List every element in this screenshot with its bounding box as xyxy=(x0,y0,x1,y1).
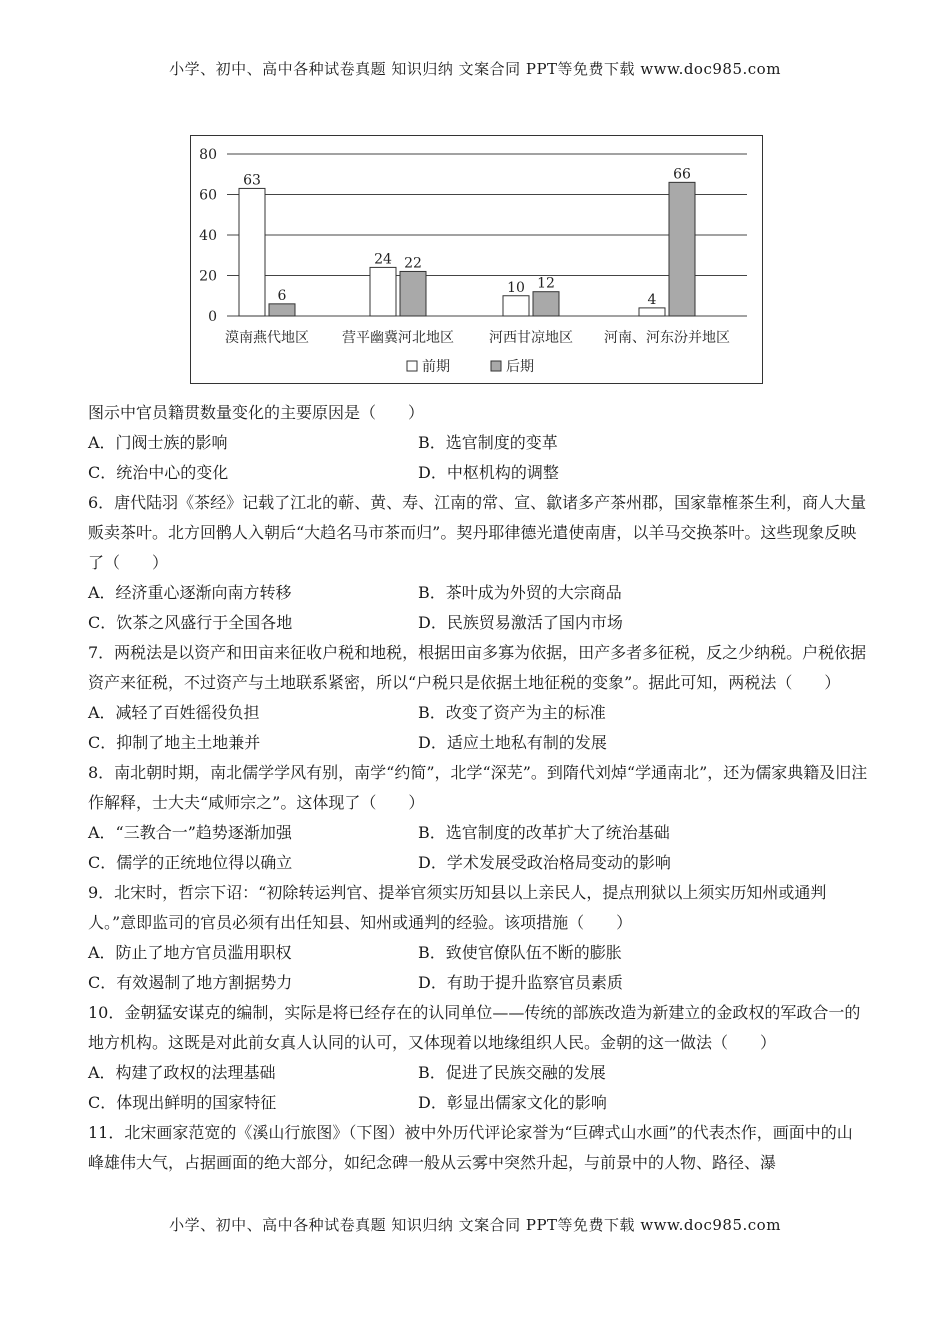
answer-option: D．适应土地私有制的发展 xyxy=(418,733,607,752)
answer-option: C．体现出鲜明的国家特征 xyxy=(88,1093,277,1112)
answer-option: A．减轻了百姓徭役负担 xyxy=(88,703,260,722)
question-stem: 6．唐代陆羽《茶经》记载了江北的蕲、黄、寿、江南的常、宣、歙诸多产茶州郡，国家靠榷茶生利，商人大量贩卖茶叶。北方回鹘人入朝后“大趋名马市茶而归”。契丹耶律德光遣使南唐，以羊马交换茶叶。这些现象反映了（ ） xyxy=(88,493,867,572)
question-stem: 11．北宋画家范宽的《溪山行旅图》（下图）被中外历代评论家誉为“巨碑式山水画”的代表杰作，画面中的山峰雄伟大气，占据画面的绝大部分，如纪念碑一般从云雾中突然升起，与前景中的人物、路径、瀑 xyxy=(88,1123,853,1172)
option-row xyxy=(88,728,868,758)
page-footer: 小学、初中、高中各种试卷真题 知识归纳 文案合同 PPT等免费下载 www.doc985.com xyxy=(169,1216,781,1234)
data-label: 10 xyxy=(507,279,525,296)
data-label: 6 xyxy=(277,287,287,304)
answer-option: C．饮茶之风盛行于全国各地 xyxy=(88,613,293,632)
answer-option: D．中枢机构的调整 xyxy=(418,463,559,482)
y-tick-label: 20 xyxy=(199,268,217,285)
data-label: 24 xyxy=(374,251,392,268)
question-block xyxy=(88,488,868,638)
question-block xyxy=(88,398,868,488)
bar xyxy=(533,292,559,316)
x-category-label: 漠南燕代地区 xyxy=(225,330,309,346)
data-label: 22 xyxy=(404,255,422,272)
legend-label: 前期 xyxy=(422,359,450,375)
answer-option: C．统治中心的变化 xyxy=(88,463,229,482)
option-row xyxy=(88,818,868,848)
answer-option: A．门阀士族的影响 xyxy=(88,433,228,452)
answer-option: C．儒学的正统地位得以确立 xyxy=(88,853,293,872)
y-tick-label: 0 xyxy=(208,309,217,325)
answer-option: B．茶叶成为外贸的大宗商品 xyxy=(418,583,622,602)
question-stem: 10．金朝猛安谋克的编制，实际是将已经存在的认同单位——传统的部族改造为新建立的金政权的军政合一的地方机构。这既是对此前女真人认同的认可，又体现着以地缘组织人民。金朝的这一做法（ ） xyxy=(88,1003,861,1052)
bar xyxy=(400,271,426,316)
answer-option: A．“三教合一”趋势逐渐加强 xyxy=(88,823,292,842)
answer-option: D．民族贸易激活了国内市场 xyxy=(418,613,623,632)
option-row xyxy=(88,848,868,878)
x-category-label: 河西甘凉地区 xyxy=(489,330,573,346)
answer-option: B．选官制度的变革 xyxy=(418,433,558,452)
bar-chart-svg xyxy=(191,136,762,383)
option-row xyxy=(88,1058,868,1088)
bar-chart xyxy=(190,135,763,384)
question-stem: 8．南北朝时期，南北儒学学风有别，南学“约简”，北学“深芜”。到隋代刘焯“学通南北”，还为儒家典籍及旧注作解释，士大夫“咸师宗之”。这体现了（ ） xyxy=(88,763,868,812)
data-label: 4 xyxy=(647,291,657,308)
legend-swatch xyxy=(407,361,417,371)
option-row xyxy=(88,428,868,458)
answer-option: D．有助于提升监察官员素质 xyxy=(418,973,623,992)
y-tick-label: 40 xyxy=(199,228,217,244)
bar xyxy=(370,267,396,316)
question-block xyxy=(88,878,868,998)
question-stem: 9．北宋时，哲宗下诏：“初除转运判官、提举官须实历知县以上亲民人，提点刑狱以上须实历知州或通判人。”意即监司的官员必须有出任知县、知州或通判的经验。该项措施（ ） xyxy=(88,883,827,932)
answer-option: A．经济重心逐渐向南方转移 xyxy=(88,583,292,602)
legend-label: 后期 xyxy=(506,359,534,375)
question-stem: 7．两税法是以资产和田亩来征收户税和地税，根据田亩多寡为依据，田产多者多征税，反之少纳税。户税依据资产来征税，不过资产与土地联系紧密，所以“户税只是依据土地征税的变象”。据此可知，两税法（ ） xyxy=(88,643,867,692)
answer-option: C．有效遏制了地方割据势力 xyxy=(88,973,293,992)
bar xyxy=(503,296,529,316)
data-label: 12 xyxy=(537,275,555,292)
option-row xyxy=(88,938,868,968)
x-category-label: 河南、河东汾并地区 xyxy=(604,330,730,346)
x-category-label: 营平幽冀河北地区 xyxy=(342,330,454,346)
y-tick-label: 80 xyxy=(199,147,217,163)
answer-option: D．学术发展受政治格局变动的影响 xyxy=(418,853,671,872)
option-row xyxy=(88,578,868,608)
question-block xyxy=(88,758,868,878)
bar xyxy=(639,308,665,316)
answer-option: B．改变了资产为主的标准 xyxy=(418,703,606,722)
question-stem: 图示中官员籍贯数量变化的主要原因是（ ） xyxy=(88,403,425,422)
question-block xyxy=(88,1118,868,1178)
page-header: 小学、初中、高中各种试卷真题 知识归纳 文案合同 PPT等免费下载 www.doc985.com xyxy=(169,60,781,78)
option-row xyxy=(88,698,868,728)
option-row xyxy=(88,1088,868,1118)
bar xyxy=(269,304,295,316)
answer-option: B．促进了民族交融的发展 xyxy=(418,1063,606,1082)
answer-option: A．构建了政权的法理基础 xyxy=(88,1063,276,1082)
question-block xyxy=(88,638,868,758)
option-row xyxy=(88,608,868,638)
answer-option: B．致使官僚队伍不断的膨胀 xyxy=(418,943,622,962)
bar xyxy=(239,188,265,316)
y-tick-label: 60 xyxy=(199,187,217,204)
legend-swatch xyxy=(491,361,501,371)
bar xyxy=(669,182,695,316)
answer-option: B．选官制度的改革扩大了统治基础 xyxy=(418,823,670,842)
option-row xyxy=(88,458,868,488)
answer-option: D．彰显出儒家文化的影响 xyxy=(418,1093,607,1112)
data-label: 66 xyxy=(673,166,691,183)
answer-option: C．抑制了地主土地兼并 xyxy=(88,733,261,752)
option-row xyxy=(88,968,868,998)
data-label: 63 xyxy=(243,172,261,189)
answer-option: A．防止了地方官员滥用职权 xyxy=(88,943,292,962)
question-block xyxy=(88,998,868,1118)
question-list xyxy=(88,398,868,1178)
